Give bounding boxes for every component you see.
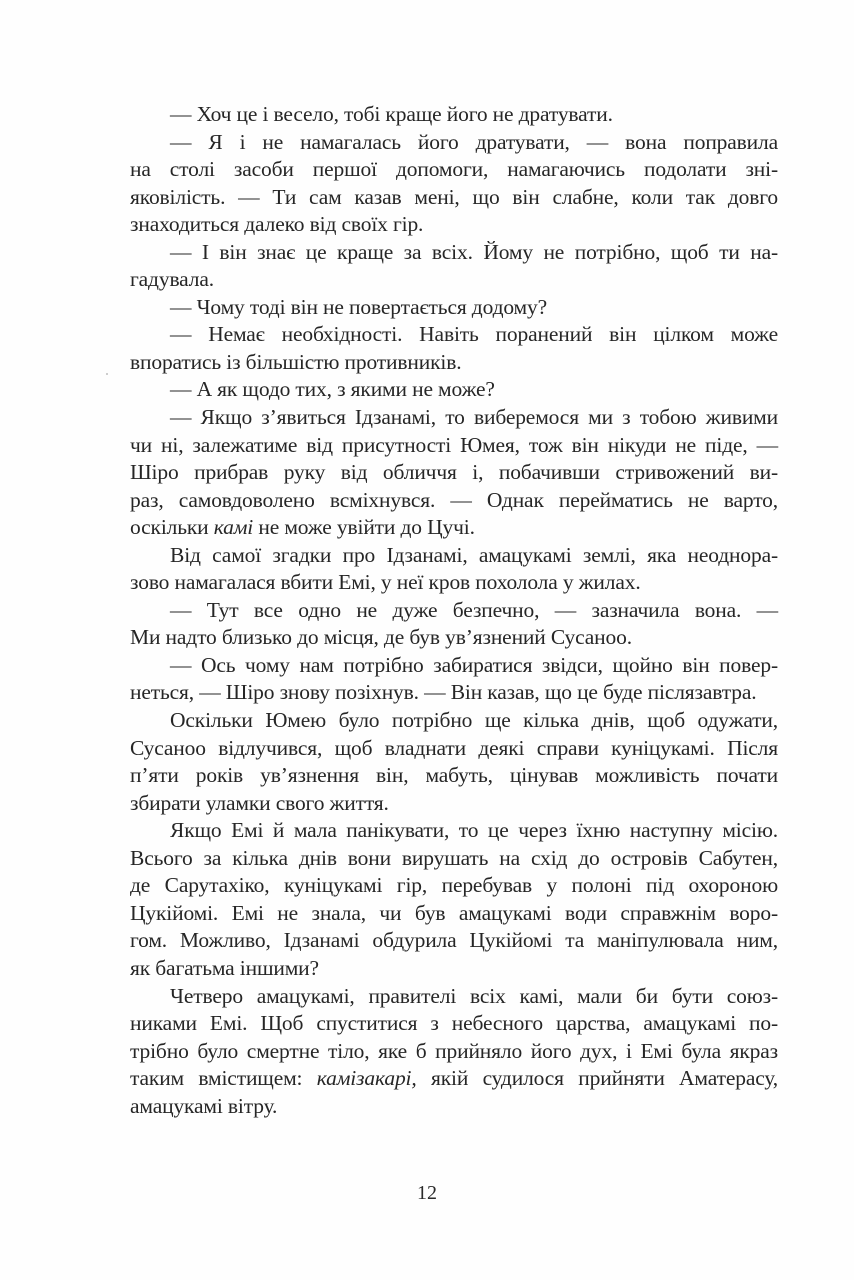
text-line: Шіро прибрав руку від обличчя і, побачивши стривожений ви- — [130, 460, 778, 485]
text-line-with-italic — [130, 514, 778, 542]
text-line: як багатьма іншими? — [130, 955, 319, 980]
text-line: Оскільки Юмею було потрібно ще кілька днів, щоб одужати, — [170, 708, 778, 733]
text-line: раз, самовдоволено всміхнувся. — Однак перейматись не варто, — [130, 487, 778, 512]
text-line: яковілість. — Ти сам казав мені, що він слабне, коли так довго — [130, 184, 778, 209]
book-page-body — [130, 101, 778, 1120]
text-line: Всього за кілька днів вони вирушать на схід до островів Сабутен, — [130, 845, 778, 870]
text-line: гом. Можливо, Ідзанамі обдурила Цукійомі та маніпулювала ним, — [130, 928, 778, 953]
page-number: 12 — [417, 1182, 437, 1204]
text-line: Цукійомі. Емі не знала, чи був амацукамі води справжнім воро- — [130, 900, 778, 925]
text-line: — Я і не намагалась його дратувати, — вона поправила — [170, 129, 778, 154]
text-line: — Тут все одно не дуже безпечно, — зазначила вона. — — [170, 597, 778, 622]
text-line: зово намагалася вбити Емі, у неї кров похолола у жилах. — [130, 570, 641, 595]
text-line: амацукамі вітру. — [130, 1093, 278, 1118]
text-fragment: якій судилося прийняти Аматерасу, — [416, 1066, 778, 1091]
text-line: никами Емі. Щоб спуститися з небесного царства, амацукамі по- — [130, 1011, 778, 1036]
text-line: — Ось чому нам потрібно забиратися звідси, щойно він повер- — [170, 652, 778, 677]
text-line: неться, — Шіро знову позіхнув. — Він казав, що це буде післязавтра. — [130, 680, 757, 705]
text-line: де Сарутахіко, куніцукамі гір, перебував у полоні під охороною — [130, 873, 778, 898]
text-line: — Хоч це і весело, тобі краще його не дратувати. — [170, 102, 613, 126]
scan-speck — [106, 373, 108, 375]
text-line: Сусаноо відлучився, щоб владнати деякі справи куніцукамі. Після — [130, 735, 778, 760]
text-line: впоратись із більшістю противників. — [130, 349, 462, 374]
text-fragment: оскільки — [130, 515, 214, 540]
text-line: збирати уламки свого життя. — [130, 790, 389, 815]
text-line: — І він знає це краще за всіх. Йому не потрібно, щоб ти на- — [170, 239, 778, 264]
italic-term: камізакарі, — [316, 1066, 417, 1091]
text-line: на столі засоби першої допомоги, намагаючись подолати зні- — [130, 157, 778, 182]
text-line: п’яти років ув’язнення він, мабуть, цінував можливість почати — [130, 763, 778, 788]
text-line: — Чому тоді він не повертається додому? — [170, 294, 548, 319]
text-line: Якщо Емі й мала панікувати, то це через їхню наступну місію. — [170, 818, 778, 843]
text-fragment: таким вмістищем: — [130, 1066, 317, 1091]
italic-term: камі — [213, 515, 254, 540]
text-fragment: не може увійти до Цучі. — [253, 515, 475, 540]
text-line: — Немає необхідності. Навіть поранений він цілком може — [170, 322, 778, 347]
text-line-with-italic — [130, 1065, 778, 1093]
text-line: знаходиться далеко від своїх гір. — [130, 212, 424, 237]
text-line: — А як щодо тих, з якими не може? — [170, 377, 495, 402]
text-line: Четверо амацукамі, правителі всіх камі, мали би бути союз- — [170, 983, 778, 1008]
text-line: трібно було смертне тіло, яке б прийняло його дух, і Емі була якраз — [130, 1038, 778, 1063]
text-line: чи ні, залежатиме від присутності Юмея, тож він нікуди не піде, — — [130, 432, 778, 457]
text-line: Ми надто близько до місця, де був ув’язнений Сусаноо. — [130, 625, 632, 650]
text-line: — Якщо з’явиться Ідзанамі, то виберемося ми з тобою живими — [170, 405, 778, 430]
text-line: Від самої згадки про Ідзанамі, амацукамі землі, яка неоднора- — [170, 542, 778, 567]
text-line: гадувала. — [130, 267, 214, 292]
